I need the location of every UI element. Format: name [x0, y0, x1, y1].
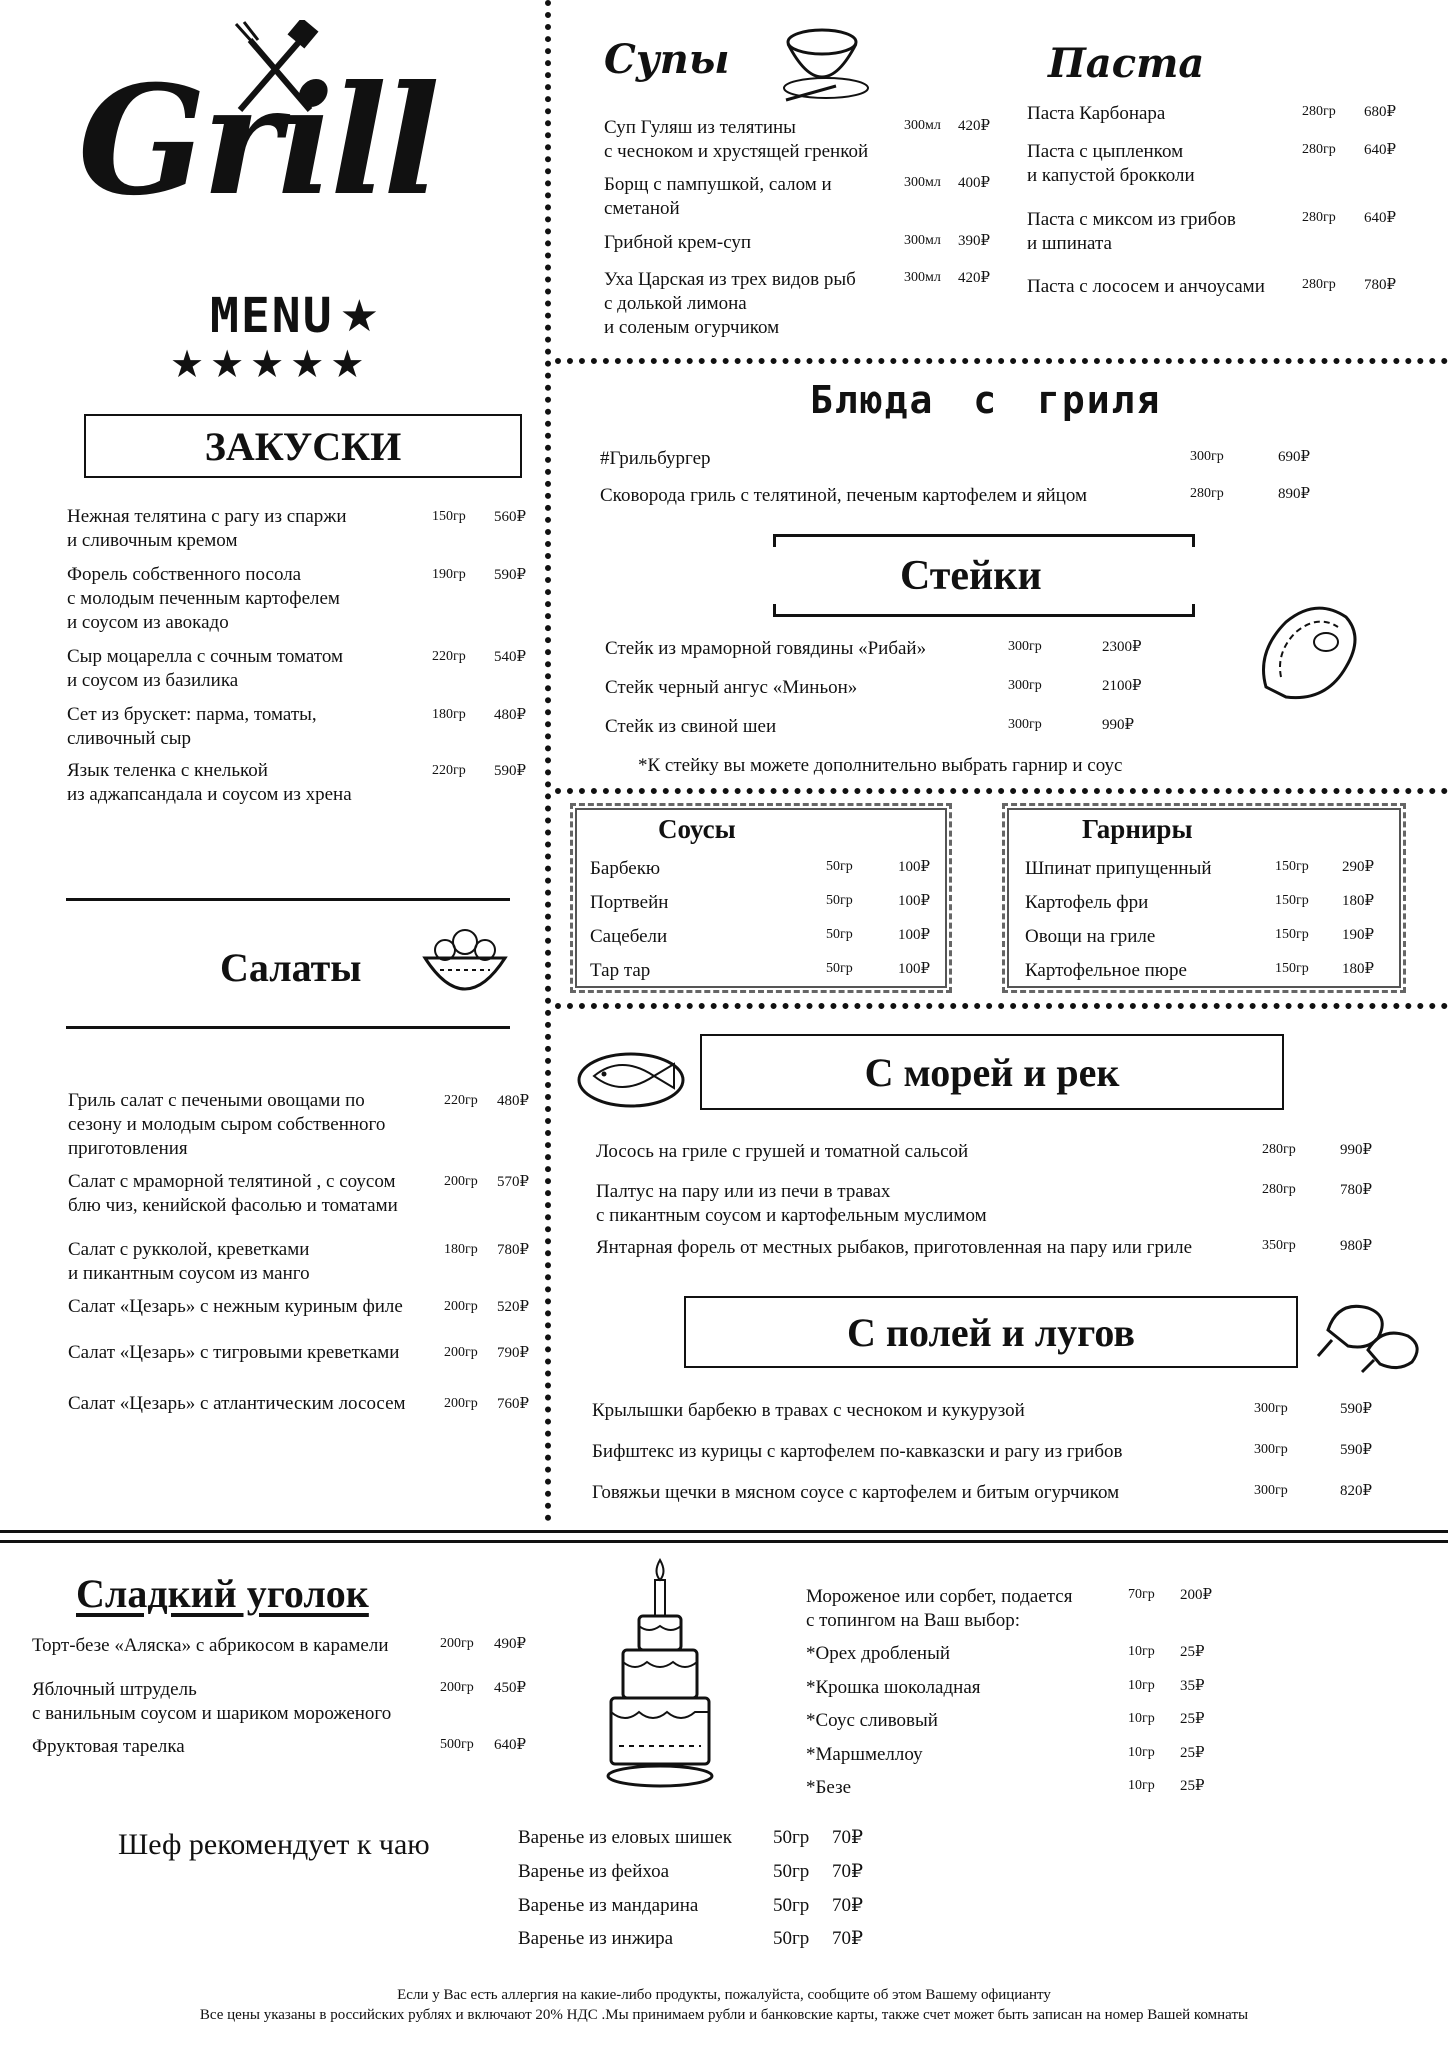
logo-sub: MENU — [210, 288, 334, 344]
chicken-leg-icon — [1308, 1290, 1428, 1376]
item-weight: 300гр — [1254, 1442, 1288, 1457]
item-price: 25₽ — [1180, 1778, 1205, 1794]
steaks-rule-top — [773, 534, 1195, 547]
birthday-cake-icon — [605, 1556, 715, 1792]
item-weight: 200гр — [440, 1636, 474, 1651]
item-price: 560₽ — [494, 509, 527, 525]
item-price: 480₽ — [497, 1093, 530, 1109]
item-price: 890₽ — [1278, 486, 1311, 502]
item-name: Фруктовая тарелка — [32, 1736, 185, 1757]
steaks-note: *К стейку вы можете дополнительно выбрать гарнир и соус — [638, 755, 1123, 776]
item-name: Шпинат припущенный — [1025, 858, 1212, 879]
item-price: 25₽ — [1180, 1745, 1205, 1761]
logo-menu — [210, 288, 379, 344]
item-name: Овощи на гриле — [1025, 926, 1156, 947]
horizontal-divider-1 — [555, 358, 1448, 364]
item-price: 100₽ — [898, 927, 931, 943]
fish-plate-icon — [576, 1036, 686, 1116]
item-weight: 10гр — [1128, 1711, 1155, 1726]
item-price: 450₽ — [494, 1680, 527, 1696]
item-weight: 190гр — [432, 567, 466, 582]
item-name: *Соус сливовый — [806, 1710, 938, 1731]
item-weight: 300гр — [1008, 678, 1042, 693]
item-name: Салат «Цезарь» с атлантическим лососем — [68, 1393, 406, 1414]
item-weight: 10гр — [1128, 1644, 1155, 1659]
item-weight: 50гр — [773, 1895, 810, 1916]
item-weight: 280гр — [1302, 210, 1336, 225]
item-weight: 300гр — [1190, 449, 1224, 464]
item-price: 70₽ — [832, 1827, 864, 1848]
item-name: Язык теленка с кнелькой из аджапсандала и соусом из хрена — [67, 760, 352, 805]
fields-title: С полей и лугов — [684, 1296, 1298, 1368]
sea-title: С морей и рек — [700, 1034, 1284, 1110]
footer-prices: Все цены указаны в российских рублях и включают 20% НДС .Мы принимаем рубли и банковские карты, также счет может быть записан на номер Вашей комнаты — [199, 2007, 1249, 2023]
item-name: Сыр моцарелла с сочным томатом и соусом из базилика — [67, 646, 344, 691]
star-icon: ★ — [339, 291, 380, 341]
item-weight: 50гр — [826, 893, 853, 908]
item-weight: 300мл — [904, 175, 941, 190]
item-weight: 200гр — [444, 1299, 478, 1314]
item-weight: 150гр — [432, 509, 466, 524]
item-price: 390₽ — [958, 233, 991, 249]
item-weight: 10гр — [1128, 1678, 1155, 1693]
item-name: Торт-безе «Аляска» с абрикосом в карамели — [32, 1635, 389, 1656]
item-name: Палтус на пару или из печи в травах с пикантным соусом и картофельным муслимом — [596, 1181, 987, 1226]
item-weight: 150гр — [1275, 927, 1309, 942]
item-weight: 300гр — [1008, 639, 1042, 654]
item-price: 420₽ — [958, 118, 991, 134]
item-name: Варенье из мандарина — [518, 1895, 699, 1916]
item-name: Салат «Цезарь» с нежным куриным филе — [68, 1296, 403, 1317]
item-name: Сет из брускет: парма, томаты, сливочный сыр — [67, 704, 317, 749]
item-weight: 280гр — [1302, 104, 1336, 119]
item-weight: 150гр — [1275, 893, 1309, 908]
item-price: 180₽ — [1342, 893, 1375, 909]
item-weight: 280гр — [1262, 1142, 1296, 1157]
item-weight: 280гр — [1190, 486, 1224, 501]
steaks-rule-bottom — [773, 604, 1195, 617]
item-price: 640₽ — [1364, 142, 1397, 158]
item-weight: 220гр — [444, 1093, 478, 1108]
horizontal-divider-2 — [555, 788, 1448, 794]
item-price: 25₽ — [1180, 1711, 1205, 1727]
supy-title: Супы — [604, 36, 730, 83]
logo-word: Grill — [78, 53, 437, 229]
item-price: 480₽ — [494, 707, 527, 723]
item-price: 190₽ — [1342, 927, 1375, 943]
item-price: 590₽ — [1340, 1442, 1373, 1458]
item-price: 35₽ — [1180, 1678, 1205, 1694]
item-name: Крылышки барбекю в травах с чесноком и кукурузой — [592, 1400, 1025, 1421]
item-weight: 280гр — [1262, 1182, 1296, 1197]
item-name: *Безе — [806, 1777, 852, 1798]
item-name: Варенье из инжира — [518, 1928, 674, 1949]
item-price: 760₽ — [497, 1396, 530, 1412]
pasta-title: Паста — [1048, 40, 1205, 87]
item-price: 990₽ — [1340, 1142, 1373, 1158]
section-rule-double — [0, 1530, 1448, 1533]
item-name: Яблочный штрудель с ванильным соусом и шариком мороженого — [32, 1679, 392, 1724]
footer-allergy: Если у Вас есть аллергия на какие-либо продукты, пожалуйста, сообщите об этом Вашему официанту — [397, 1987, 1051, 2003]
item-price: 100₽ — [898, 859, 931, 875]
item-price: 2300₽ — [1102, 639, 1142, 655]
tea-title: Шеф рекомендует к чаю — [118, 1828, 430, 1861]
item-price: 290₽ — [1342, 859, 1375, 875]
garnish-title: Гарниры — [1082, 814, 1193, 844]
item-price: 780₽ — [1364, 277, 1397, 293]
star-icon: ★ — [290, 344, 331, 386]
logo-stars — [170, 342, 370, 387]
item-name: Сацебели — [590, 926, 668, 947]
salaty-rule-top — [66, 898, 510, 901]
section-rule-double — [0, 1540, 1448, 1543]
item-name: Стейк из мраморной говядины «Рибай» — [605, 638, 927, 659]
item-weight: 200гр — [440, 1680, 474, 1695]
item-weight: 200гр — [444, 1396, 478, 1411]
star-icon: ★ — [210, 344, 251, 386]
item-price: 70₽ — [832, 1861, 864, 1882]
item-price: 640₽ — [494, 1737, 527, 1753]
item-weight: 200гр — [444, 1174, 478, 1189]
item-price: 490₽ — [494, 1636, 527, 1652]
item-name: Картофельное пюре — [1025, 960, 1187, 981]
item-price: 70₽ — [832, 1928, 864, 1949]
item-weight: 50гр — [826, 927, 853, 942]
item-price: 690₽ — [1278, 449, 1311, 465]
item-name: Форель собственного посола с молодым печенным картофелем и соусом из авокадо — [67, 564, 340, 633]
salad-bowl-icon — [420, 920, 510, 1004]
item-weight: 300мл — [904, 118, 941, 133]
item-price: 990₽ — [1102, 717, 1135, 733]
item-price: 520₽ — [497, 1299, 530, 1315]
item-price: 420₽ — [958, 270, 991, 286]
item-weight: 280гр — [1302, 277, 1336, 292]
item-weight: 220гр — [432, 763, 466, 778]
item-weight: 10гр — [1128, 1778, 1155, 1793]
item-weight: 500гр — [440, 1737, 474, 1752]
item-weight: 150гр — [1275, 859, 1309, 874]
sauces-title: Соусы — [658, 814, 736, 844]
horizontal-divider-3 — [555, 1003, 1448, 1009]
star-icon: ★ — [330, 344, 371, 386]
item-price: 780₽ — [497, 1242, 530, 1258]
soup-bowl-icon — [776, 20, 872, 106]
steak-icon — [1246, 592, 1366, 712]
item-price: 70₽ — [832, 1895, 864, 1916]
salaty-title: Салаты — [220, 945, 362, 990]
item-name: *Крошка шоколадная — [806, 1677, 981, 1698]
item-price: 980₽ — [1340, 1238, 1373, 1254]
item-name: Стейк из свиной шеи — [605, 716, 777, 737]
item-name: Стейк черный ангус «Миньон» — [605, 677, 858, 698]
item-name: Сковорода гриль с телятиной, печеным картофелем и яйцом — [600, 485, 1087, 506]
item-name: Бифштекс из курицы с картофелем по-кавказски и рагу из грибов — [592, 1441, 1123, 1462]
item-weight: 300мл — [904, 233, 941, 248]
item-name: *Орех дробленый — [806, 1643, 951, 1664]
item-name: Варенье из фейхоа — [518, 1861, 670, 1882]
item-name: Янтарная форель от местных рыбаков, приготовленная на пару или гриле — [596, 1237, 1193, 1258]
sweet-title: Сладкий уголок — [76, 1571, 369, 1616]
salaty-rule-bottom — [66, 1026, 510, 1029]
item-price: 100₽ — [898, 961, 931, 977]
item-weight: 50гр — [826, 961, 853, 976]
item-weight: 280гр — [1302, 142, 1336, 157]
item-weight: 220гр — [432, 649, 466, 664]
item-name: Суп Гуляш из телятины с чесноком и хрустящей гренкой — [604, 117, 869, 162]
item-price: 25₽ — [1180, 1644, 1205, 1660]
steaks-title: Стейки — [900, 553, 1042, 599]
item-weight: 50гр — [826, 859, 853, 874]
item-name: Варенье из еловых шишек — [518, 1827, 732, 1848]
item-name: Салат «Цезарь» с тигровыми креветками — [68, 1342, 400, 1363]
item-name: Паста с цыпленком и капустой брокколи — [1027, 141, 1195, 186]
item-price: 570₽ — [497, 1174, 530, 1190]
item-name: Нежная телятина с рагу из спаржи и сливочным кремом — [67, 506, 347, 551]
item-weight: 200гр — [444, 1345, 478, 1360]
item-weight: 70гр — [1128, 1587, 1155, 1602]
item-price: 590₽ — [494, 763, 527, 779]
item-weight: 50гр — [773, 1861, 810, 1882]
item-price: 180₽ — [1342, 961, 1375, 977]
item-price: 780₽ — [1340, 1182, 1373, 1198]
item-name: *Маршмеллоу — [806, 1744, 923, 1765]
item-weight: 300гр — [1254, 1401, 1288, 1416]
item-price: 400₽ — [958, 175, 991, 191]
item-price: 820₽ — [1340, 1483, 1373, 1499]
item-name: Салат с мраморной телятиной , с соусом блю чиз, кенийской фасолью и томатами — [68, 1171, 398, 1216]
item-weight: 300гр — [1254, 1483, 1288, 1498]
item-price: 590₽ — [1340, 1401, 1373, 1417]
item-name: Тар тар — [590, 960, 651, 981]
item-name: Картофель фри — [1025, 892, 1149, 913]
item-name: Портвейн — [590, 892, 669, 913]
item-name: Борщ с пампушкой, салом и сметаной — [604, 174, 832, 219]
item-price: 790₽ — [497, 1345, 530, 1361]
star-icon: ★ — [250, 344, 291, 386]
grill-title: Блюда с гриля — [810, 378, 1162, 422]
item-weight: 10гр — [1128, 1745, 1155, 1760]
item-name: Мороженое или сорбет, подается с топингом на Ваш выбор: — [806, 1586, 1073, 1631]
item-price: 640₽ — [1364, 210, 1397, 226]
zakuski-title: ЗАКУСКИ — [84, 414, 522, 478]
item-name: Говяжьи щечки в мясном соусе с картофелем и битым огурчиком — [592, 1482, 1120, 1503]
star-icon: ★ — [170, 344, 211, 386]
item-name: Уха Царская из трех видов рыб с долькой лимона и соленым огурчиком — [604, 269, 856, 338]
item-name: Грибной крем-суп — [604, 232, 752, 253]
item-price: 2100₽ — [1102, 678, 1142, 694]
item-price: 590₽ — [494, 567, 527, 583]
item-price: 100₽ — [898, 893, 931, 909]
item-name: Паста с лососем и анчоусами — [1027, 276, 1265, 297]
item-weight: 300мл — [904, 270, 941, 285]
item-name: Паста Карбонара — [1027, 103, 1166, 124]
item-name: #Грильбургер — [600, 448, 711, 469]
item-weight: 180гр — [444, 1242, 478, 1257]
vertical-divider-top — [545, 0, 551, 1522]
item-price: 680₽ — [1364, 104, 1397, 120]
item-weight: 50гр — [773, 1928, 810, 1949]
item-weight: 300гр — [1008, 717, 1042, 732]
item-weight: 180гр — [432, 707, 466, 722]
item-price: 200₽ — [1180, 1587, 1213, 1603]
item-name: Салат с рукколой, креветками и пикантным соусом из манго — [68, 1239, 310, 1284]
item-name: Паста с миксом из грибов и шпината — [1027, 209, 1236, 254]
grill-logo — [70, 20, 437, 386]
item-weight: 150гр — [1275, 961, 1309, 976]
item-name: Гриль салат с печеными овощами по сезону и молодым сыром собственного приготовления — [68, 1090, 386, 1159]
item-price: 540₽ — [494, 649, 527, 665]
item-name: Лосось на гриле с грушей и томатной сальсой — [596, 1141, 969, 1162]
item-name: Барбекю — [590, 858, 661, 879]
item-weight: 50гр — [773, 1827, 810, 1848]
item-weight: 350гр — [1262, 1238, 1296, 1253]
